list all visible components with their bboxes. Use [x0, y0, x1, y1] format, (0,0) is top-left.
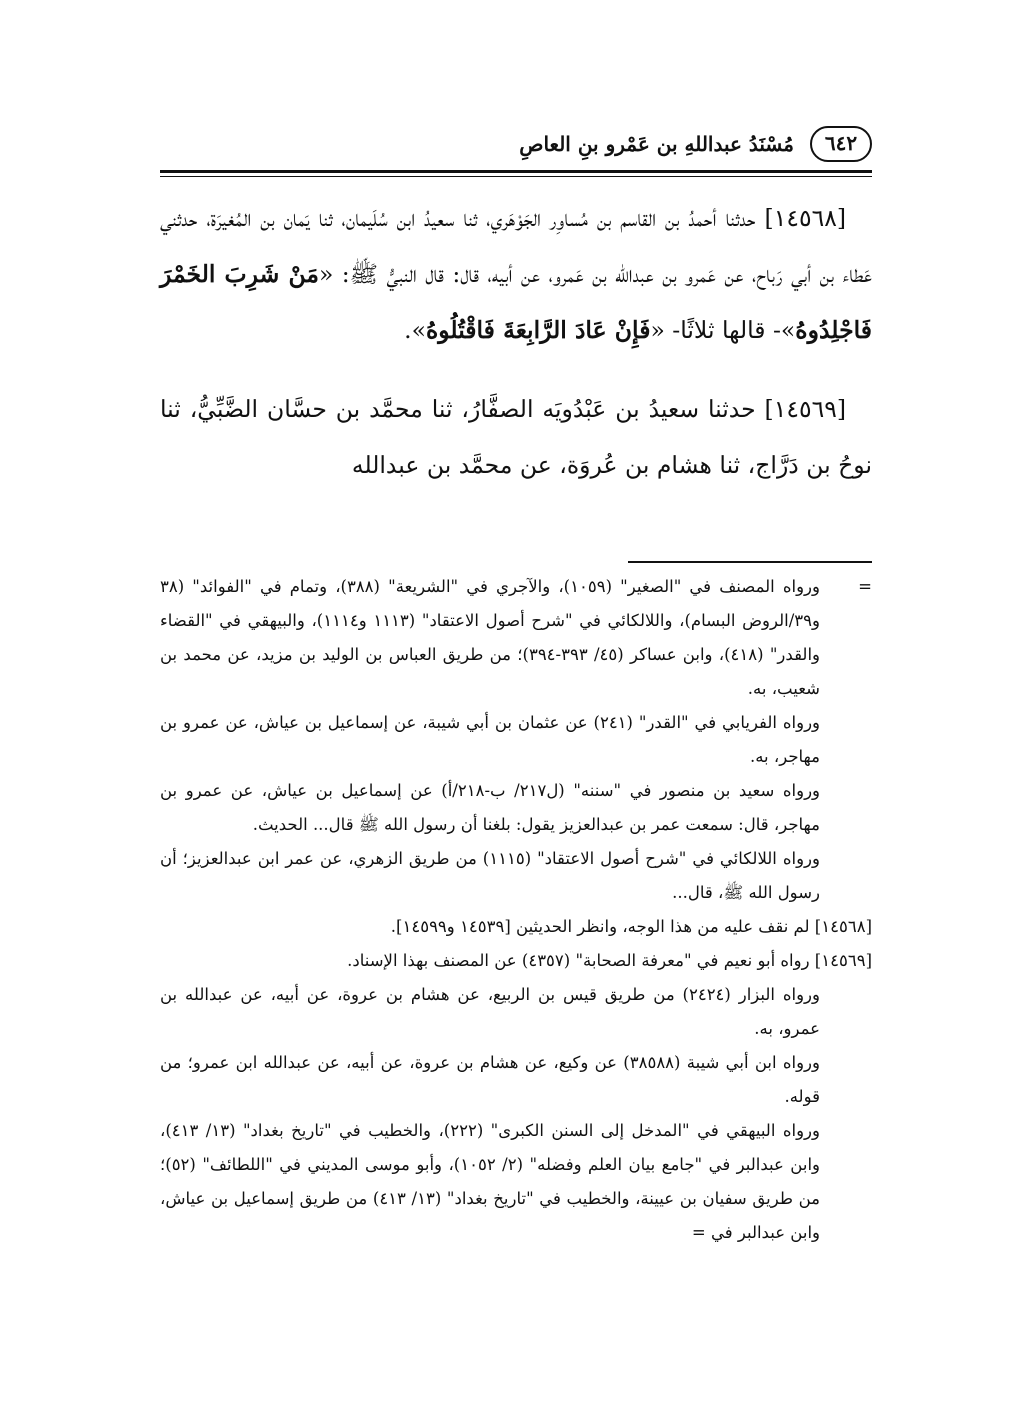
running-title: مُسْنَدُ عبداللهِ بن عَمْرو بنِ العاصِ [519, 132, 794, 156]
header-rule-thin [160, 176, 872, 177]
footnote-paragraph: ورواه البيهقي في "المدخل إلى السنن الكبرى" (٢٢٢)، والخطيب في "تاريخ بغداد" (١٣/ ٤١٣)، وابن عبدالبر في "جامع بيان العلم وفضله" (٢/ ١٠٥٢)، وأبو موسى المديني في "اللطائف" (٥٢)؛ من طريق سفيان بن عيينة، والخطيب في "تاريخ بغداد" (١٣/ ٤١٣) من طريق إسماعيل بن عياش، وابن عبدالبر في = [160, 1121, 821, 1242]
continuation-mark: = [858, 577, 872, 596]
footnote-14568: [١٤٥٦٨] لم نقف عليه من هذا الوجه، وانظر الحديثين [١٤٥٣٩ و١٤٥٩٩]. [390, 917, 872, 936]
hadith-text: ». [404, 316, 426, 344]
hadith-quote: مَنْ شَرِبَ الخَمْرَ فَاجْلِدُوهُ [160, 260, 872, 344]
footnote-paragraph: ورواه البزار (٢٤٢٤) من طريق قيس بن الربيع، عن هشام بن عروة، عن أبيه، عن عبدالله بن عمرو، به. [160, 985, 820, 1038]
hadith-text: حدثنا سعيدُ بن عَبْدُويَه الصفَّارُ، ثنا محمَّد بن حسَّان الضَّبِّيُّ، ثنا نوحُ بن دَرَّاج، ثنا هشام بن عُروَة، عن محمَّد بن عبدالله [160, 395, 872, 479]
footnotes [160, 570, 872, 1250]
header-rule-thick [160, 170, 872, 173]
hadith-number: [١٤٥٦٨] [764, 204, 846, 232]
footnote-paragraph: ورواه الفريابي في "القدر" (٢٤١) عن عثمان بن أبي شيبة، عن إسماعيل بن عياش، عن عمرو بن مهاجر، به. [160, 713, 821, 766]
footnote-paragraph: = ورواه المصنف في "الصغير" (١٠٥٩)، والآجري في "الشريعة" (٣٨٨)، وتمام في "الفوائد" (٣٨ و٣٩/الروض البسام)، واللالكائي في "شرح أصول الاعتقاد" (١١١٣ و١١١٤)، والبيهقي في "القضاء والقدر" (٤١٨)، وابن عساكر (٤٥/ ٣٩٣-٣٩٤)؛ من طريق العباس بن الوليد بن مزيد، عن محمد بن شعيب، به. [160, 570, 872, 706]
hadith-quote: فَإِنْ عَادَ الرَّابِعَةَ فَاقْتُلُوهُ [425, 316, 651, 344]
footnote-14569: [١٤٥٦٩] رواه أبو نعيم في "معرفة الصحابة" (٤٣٥٧) عن المصنف بهذا الإسناد. [347, 951, 872, 970]
hadith-text: حدثنا أحمدُ بن القاسم بن مُساوِر الجَوْهَري، ثنا سعيدُ ابن سُلَيمان، ثنا يَمان بن المُغيرَة، حدثني عَطاء بن أبي رَباح، عن عَمرو بن عبدالله بن عَمرو، عن أبيه، قال: قال النبيُّ ﷺ: « [160, 204, 872, 288]
hadith-14569 [160, 381, 872, 493]
hadith-number: [١٤٥٦٩] [764, 395, 846, 423]
page-number: ٦٤٢ [810, 126, 872, 162]
page-header [160, 122, 872, 168]
hadith-14568 [160, 190, 872, 358]
hadith-text: »- قالها ثلاثًا- « [650, 316, 796, 344]
footnote-paragraph: ورواه اللالكائي في "شرح أصول الاعتقاد" (١١١٥) من طريق الزهري، عن عمر ابن عبدالعزيز؛ أن رسول الله ﷺ، قال... [160, 849, 820, 902]
main-text [160, 190, 872, 516]
footnote-separator [628, 561, 872, 563]
footnote-paragraph: ورواه ابن أبي شيبة (٣٨٥٨٨) عن وكيع، عن هشام بن عروة، عن أبيه، عن عبدالله ابن عمرو؛ من قوله. [160, 1053, 820, 1106]
footnote-paragraph: ورواه سعيد بن منصور في "سننه" (ل٢١٧/ ب-٢١٨/أ) عن إسماعيل بن عياش، عن عمرو بن مهاجر، قال: سمعت عمر بن عبدالعزيز يقول: بلغنا أن رسول الله ﷺ قال... الحديث. [160, 781, 821, 834]
